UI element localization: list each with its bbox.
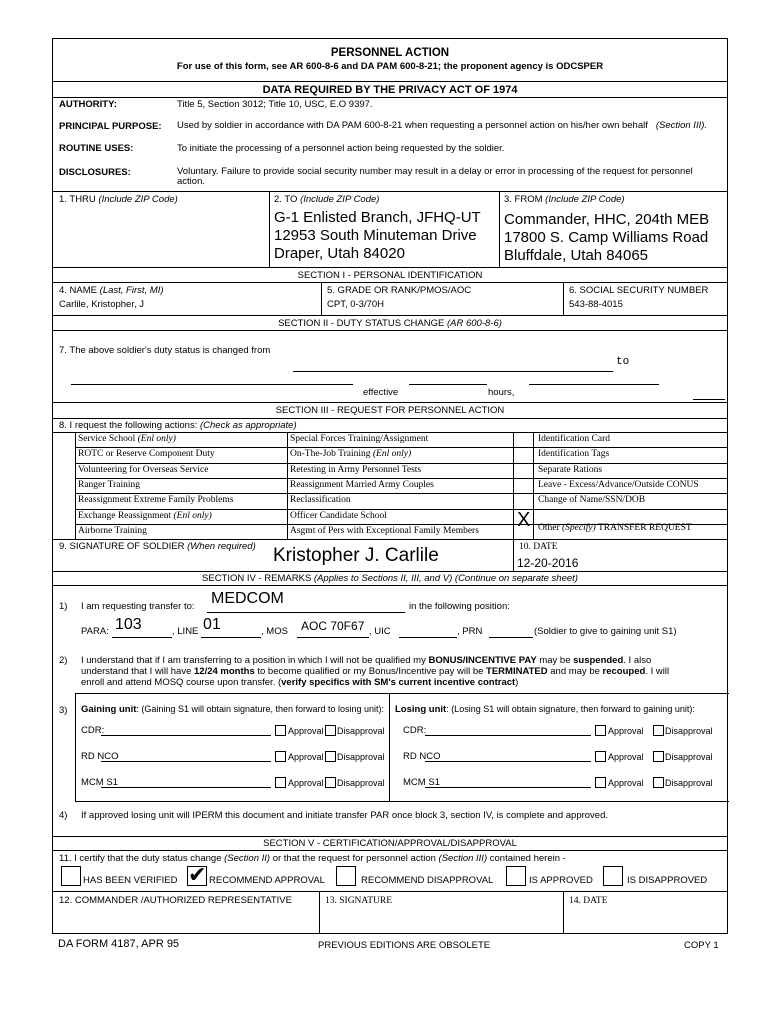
gaining-approval-checkbox[interactable] xyxy=(275,777,286,788)
line-value[interactable]: 01 xyxy=(203,616,221,633)
privacy-title: DATA REQUIRED BY THE PRIVACY ACT OF 1974 xyxy=(262,84,518,96)
disapproval-label: Disapproval xyxy=(665,778,713,788)
remark2-text: I understand that if I am transferring to a position in which I will not be qualified my BONUS/INCENTIVE PAY may be suspended. I also understand that I will have 12/24 months to become qualified or my Bonus/Incentive pay will be TERMINATED and may be recouped. I will enroll and attend MOSQ course upon transfer. (verify specifics with SM's current incentive contract) xyxy=(81,655,670,688)
soldier-signature[interactable]: Kristopher J. Carlile xyxy=(273,545,439,566)
from-address-line2: 17800 S. Camp Williams Road xyxy=(504,229,709,246)
approval-label: Approval xyxy=(608,726,644,736)
obsolete-notice: PREVIOUS EDITIONS ARE OBSOLETE xyxy=(318,940,491,951)
disapproval-label: Disapproval xyxy=(665,726,713,736)
remark2-number: 2) xyxy=(59,655,68,666)
request-date[interactable]: 12-20-2016 xyxy=(517,556,579,570)
copy-label: COPY 1 xyxy=(684,940,719,951)
disclosures-label: DISCLOSURES: xyxy=(59,167,131,178)
losing-approval-checkbox[interactable] xyxy=(595,777,606,788)
action-col1-item[interactable]: Airborne Training xyxy=(78,525,147,536)
other-check-mark: X xyxy=(517,509,531,531)
grade-field-label: 5. GRADE OR RANK/PMOS/AOC xyxy=(327,285,472,296)
line-label: , LINE xyxy=(172,626,199,637)
recommend-disapproval-label: RECOMMEND DISAPPROVAL xyxy=(361,875,494,886)
routine-label: ROUTINE USES: xyxy=(59,143,134,154)
to-address-line1: G-1 Enlisted Branch, JFHQ-UT xyxy=(274,209,481,226)
gaining-row-label: RD NCO xyxy=(81,751,119,762)
item11-text: 11. I certify that the duty status change (Section II) or that the request for personnel action (Section III) contained herein - xyxy=(59,853,566,864)
para-value[interactable]: 103 xyxy=(115,616,142,633)
purpose-label: PRINCIPAL PURPOSE: xyxy=(59,121,162,132)
gaining-disapproval-checkbox[interactable] xyxy=(325,725,336,736)
from-field-label: 3. FROM (Include ZIP Code) xyxy=(504,194,625,205)
date-field-label: 10. DATE xyxy=(519,542,558,552)
form-title: PERSONNEL ACTION xyxy=(330,47,450,59)
losing-disapproval-checkbox[interactable] xyxy=(653,725,664,736)
losing-unit-heading: Losing unit: (Losing S1 will obtain signature, then forward to gaining unit): xyxy=(395,704,695,715)
losing-row-label: MCM S1 xyxy=(403,777,440,788)
to-field-label: 2. TO (Include ZIP Code) xyxy=(274,194,380,205)
para-label: PARA: xyxy=(81,626,109,637)
action-col1-item[interactable]: Service School (Enl only) xyxy=(78,434,176,444)
disclosures-text: Voluntary. Failure to provide social security number may result in a delay or error in processing of the request for personnel action. xyxy=(177,166,693,187)
commander-date-label: 14. DATE xyxy=(569,896,608,906)
gaining-signature-line[interactable] xyxy=(101,735,271,736)
mos-label: , MOS xyxy=(261,626,288,637)
ssn-value[interactable]: 543-88-4015 xyxy=(569,299,623,310)
losing-signature-line[interactable] xyxy=(425,735,591,736)
losing-approval-checkbox[interactable] xyxy=(595,725,606,736)
action-col2-item[interactable]: Officer Candidate School xyxy=(290,510,387,521)
approval-label: Approval xyxy=(288,778,324,788)
commander-signature-label: 13. SIGNATURE xyxy=(325,896,393,906)
section2-title: SECTION II - DUTY STATUS CHANGE (AR 600-8-6) xyxy=(278,318,502,329)
uic-label: , UIC xyxy=(369,626,391,637)
losing-row-label: RD NCO xyxy=(403,751,441,762)
hours-line[interactable] xyxy=(693,399,725,400)
verified-checkbox[interactable] xyxy=(61,866,81,886)
disapproval-label: Disapproval xyxy=(337,726,385,736)
effective-label: effective xyxy=(363,387,399,398)
disapproval-label: Disapproval xyxy=(337,778,385,788)
disapproval-label: Disapproval xyxy=(665,752,713,762)
status-line-c[interactable] xyxy=(529,384,659,385)
ssn-field-label: 6. SOCIAL SECURITY NUMBER xyxy=(569,285,709,296)
action-col1-item[interactable]: Volunteering for Overseas Service xyxy=(78,464,209,475)
status-line-a[interactable] xyxy=(71,384,353,385)
action-col1-item[interactable]: Reassignment Extreme Family Problems xyxy=(78,495,234,506)
action-col3-item[interactable]: Leave - Excess/Advance/Outside CONUS xyxy=(538,479,699,490)
prn-line[interactable] xyxy=(489,637,533,638)
losing-row-label: CDR: xyxy=(403,725,427,736)
gaining-signature-line[interactable] xyxy=(101,787,271,788)
losing-disapproval-checkbox[interactable] xyxy=(653,751,664,762)
authority-text: Title 5, Section 3012; Title 10, USC, E.O 9397. xyxy=(177,99,373,110)
from-address-line1: Commander, HHC, 204th MEB xyxy=(504,211,710,228)
mos-value[interactable]: AOC 70F67 xyxy=(301,619,365,633)
action-col2-item[interactable]: Reclassification xyxy=(290,495,351,506)
name-field-label: 4. NAME (Last, First, MI) xyxy=(59,285,164,296)
recommend-approval-label: RECOMMEND APPROVAL xyxy=(209,875,325,886)
transfer-to-value[interactable]: MEDCOM xyxy=(211,590,284,607)
recommend-disapproval-checkbox[interactable] xyxy=(336,866,356,886)
remark3-number: 3) xyxy=(59,705,68,716)
action-col1-item[interactable]: Ranger Training xyxy=(78,479,141,490)
gaining-row-label: MCM S1 xyxy=(81,777,118,788)
para-line[interactable] xyxy=(112,637,172,638)
commander-label: 12. COMMANDER /AUTHORIZED REPRESENTATIVE xyxy=(59,895,292,906)
transfer-to-line[interactable] xyxy=(207,612,405,613)
recommend-approval-check-mark: ✔ xyxy=(188,862,207,887)
from-address-line3: Bluffdale, Utah 84065 xyxy=(504,247,649,264)
uic-line[interactable] xyxy=(399,637,457,638)
approval-label: Approval xyxy=(288,752,324,762)
other-specify[interactable]: Other (Specify) TRANSFER REQUEST xyxy=(538,523,692,533)
gaining-signature-line[interactable] xyxy=(101,761,271,762)
line-line[interactable] xyxy=(201,637,261,638)
action-col3-item[interactable]: Separate Rations xyxy=(538,464,603,475)
action-col1-item[interactable]: ROTC or Reserve Component Duty xyxy=(78,449,215,460)
action-col3-item[interactable]: Identification Tags xyxy=(538,449,610,460)
status-to-word: to xyxy=(616,356,630,368)
is-disapproved-label: IS DISAPPROVED xyxy=(627,875,708,886)
to-address-line2: 12953 South Minuteman Drive xyxy=(274,227,477,244)
gaining-disapproval-checkbox[interactable] xyxy=(325,751,336,762)
losing-disapproval-checkbox[interactable] xyxy=(653,777,664,788)
gaining-disapproval-checkbox[interactable] xyxy=(325,777,336,788)
remark1-number: 1) xyxy=(59,601,68,612)
effective-date-line[interactable] xyxy=(409,384,487,385)
is-approved-checkbox[interactable] xyxy=(506,866,526,886)
to-address[interactable] xyxy=(274,209,481,263)
remark4-number: 4) xyxy=(59,810,68,821)
item7-text: 7. The above soldier's duty status is changed from xyxy=(59,345,271,356)
action-col2-item[interactable]: On-The-Job Training (Enl only) xyxy=(290,449,412,460)
routine-text: To initiate the processing of a personnel action being requested by the soldier. xyxy=(177,143,505,154)
thru-field-label: 1. THRU (Include ZIP Code) xyxy=(59,194,178,205)
form-subtitle: For use of this form, see AR 600-8-6 and DA PAM 600-8-21; the proponent agency is ODCSPER xyxy=(176,61,604,72)
from-address[interactable] xyxy=(504,211,709,265)
gaining-approval-checkbox[interactable] xyxy=(275,725,286,736)
purpose-text: Used by soldier in accordance with DA PAM 600-8-21 when requesting a personnel action on his/her own behalf (Section III). xyxy=(177,120,708,131)
action-col1-item[interactable]: Exchange Reassignment (Enl only) xyxy=(78,510,212,521)
gaining-unit-heading: Gaining unit: (Gaining S1 will obtain signature, then forward to losing unit): xyxy=(81,704,385,715)
section3-title: SECTION III - REQUEST FOR PERSONNEL ACTION xyxy=(275,405,505,416)
is-disapproved-checkbox[interactable] xyxy=(603,866,623,886)
losing-approval-checkbox[interactable] xyxy=(595,751,606,762)
gaining-approval-checkbox[interactable] xyxy=(275,751,286,762)
is-approved-label: IS APPROVED xyxy=(529,875,593,886)
losing-signature-line[interactable] xyxy=(425,761,591,762)
section1-title: SECTION I - PERSONAL IDENTIFICATION xyxy=(297,270,483,281)
personnel-action-form xyxy=(52,38,728,934)
status-from-line[interactable] xyxy=(293,371,613,372)
approval-label: Approval xyxy=(288,726,324,736)
gaining-row-label: CDR: xyxy=(81,725,105,736)
action-col3-item[interactable]: Identification Card xyxy=(538,434,611,444)
prn-label: , PRN xyxy=(457,626,483,637)
losing-signature-line[interactable] xyxy=(425,787,591,788)
disapproval-label: Disapproval xyxy=(337,752,385,762)
action-col2-item[interactable]: Asgmt of Pers with Exceptional Family Members xyxy=(290,525,479,536)
section5-title: SECTION V - CERTIFICATION/APPROVAL/DISAPPROVAL xyxy=(263,838,517,849)
soldier-signature-label: 9. SIGNATURE OF SOLDIER (When required) xyxy=(59,541,256,552)
remark1-text: I am requesting transfer to: xyxy=(81,601,195,612)
hours-label: hours, xyxy=(488,387,515,398)
form-id: DA FORM 4187, APR 95 xyxy=(58,938,180,950)
mos-line[interactable] xyxy=(297,637,369,638)
action-col2-item[interactable]: Special Forces Training/Assignment xyxy=(290,434,429,444)
approval-label: Approval xyxy=(608,778,644,788)
prn-note: (Soldier to give to gaining unit S1) xyxy=(534,626,677,637)
item8-text: 8. I request the following actions: (Check as appropriate) xyxy=(59,420,297,431)
remark1-position: in the following position: xyxy=(409,601,510,612)
approval-label: Approval xyxy=(608,752,644,762)
authority-label: AUTHORITY: xyxy=(59,99,117,110)
action-col2-item[interactable]: Retesting in Army Personnel Tests xyxy=(290,464,422,475)
name-value[interactable]: Carlile, Kristopher, J xyxy=(59,299,145,310)
section4-title: SECTION IV - REMARKS (Applies to Sections II, III, and V) (Continue on separate sheet) xyxy=(202,573,578,584)
remark4-text: If approved losing unit will IPERM this document and initiate transfer PAR once block 3, section IV, is complete and approved. xyxy=(81,810,609,821)
action-col3-item[interactable]: Change of Name/SSN/DOB xyxy=(538,495,646,506)
to-address-line3: Draper, Utah 84020 xyxy=(274,245,405,262)
action-col2-item[interactable]: Reassignment Married Army Couples xyxy=(290,479,434,490)
verified-label: HAS BEEN VERIFIED xyxy=(83,875,178,886)
grade-value[interactable]: CPT, 0-3/70H xyxy=(327,299,385,310)
